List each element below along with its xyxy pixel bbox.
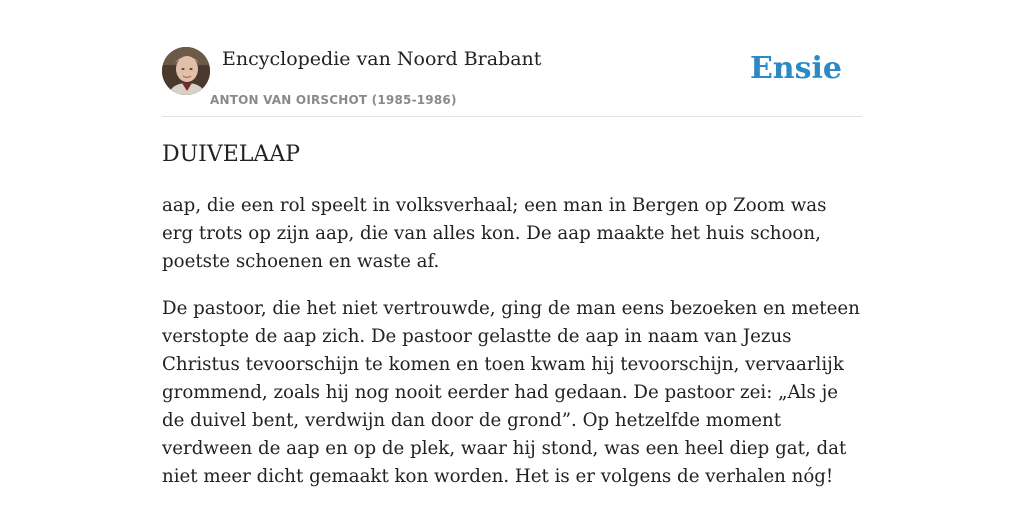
- header: [162, 46, 862, 117]
- ensie-logo[interactable]: Ensie: [749, 51, 842, 86]
- entry-title: DUIVELAAP: [162, 142, 301, 167]
- paragraph-1: aap, die een rol speelt in volksverhaal; een man in Bergen op Zoom was erg trots op zijn aap, die van alles kon. De aap maakte het huis schoon, poetste schoenen en waste af.: [162, 195, 827, 272]
- author-avatar[interactable]: [162, 47, 210, 95]
- publication-title[interactable]: Encyclopedie van Noord Brabant: [222, 48, 542, 70]
- paragraph-2: De pastoor, die het niet vertrouwde, ging de man eens bezoeken en meteen verstopte de aap zich. De pastoor gelastte de aap in naam van Jezus Christus tevoorschijn te komen en toen kwam hij tevoorschijn, vervaarlijk grommend, zoals hij nog nooit eerder had gedaan. De pastoor zei: „Als je de duivel bent, verdwijn dan door de grond”. Op hetzelfde moment verdween de aap en op de plek, waar hij stond, was een heel diep gat, dat niet meer dicht gemaakt kon worden. Het is er volgens de verhalen nóg!: [162, 298, 860, 487]
- author-portrait-icon: [162, 47, 210, 95]
- author-name[interactable]: ANTON VAN OIRSCHOT (1985-1986): [210, 93, 457, 107]
- entry-body: [162, 192, 862, 510]
